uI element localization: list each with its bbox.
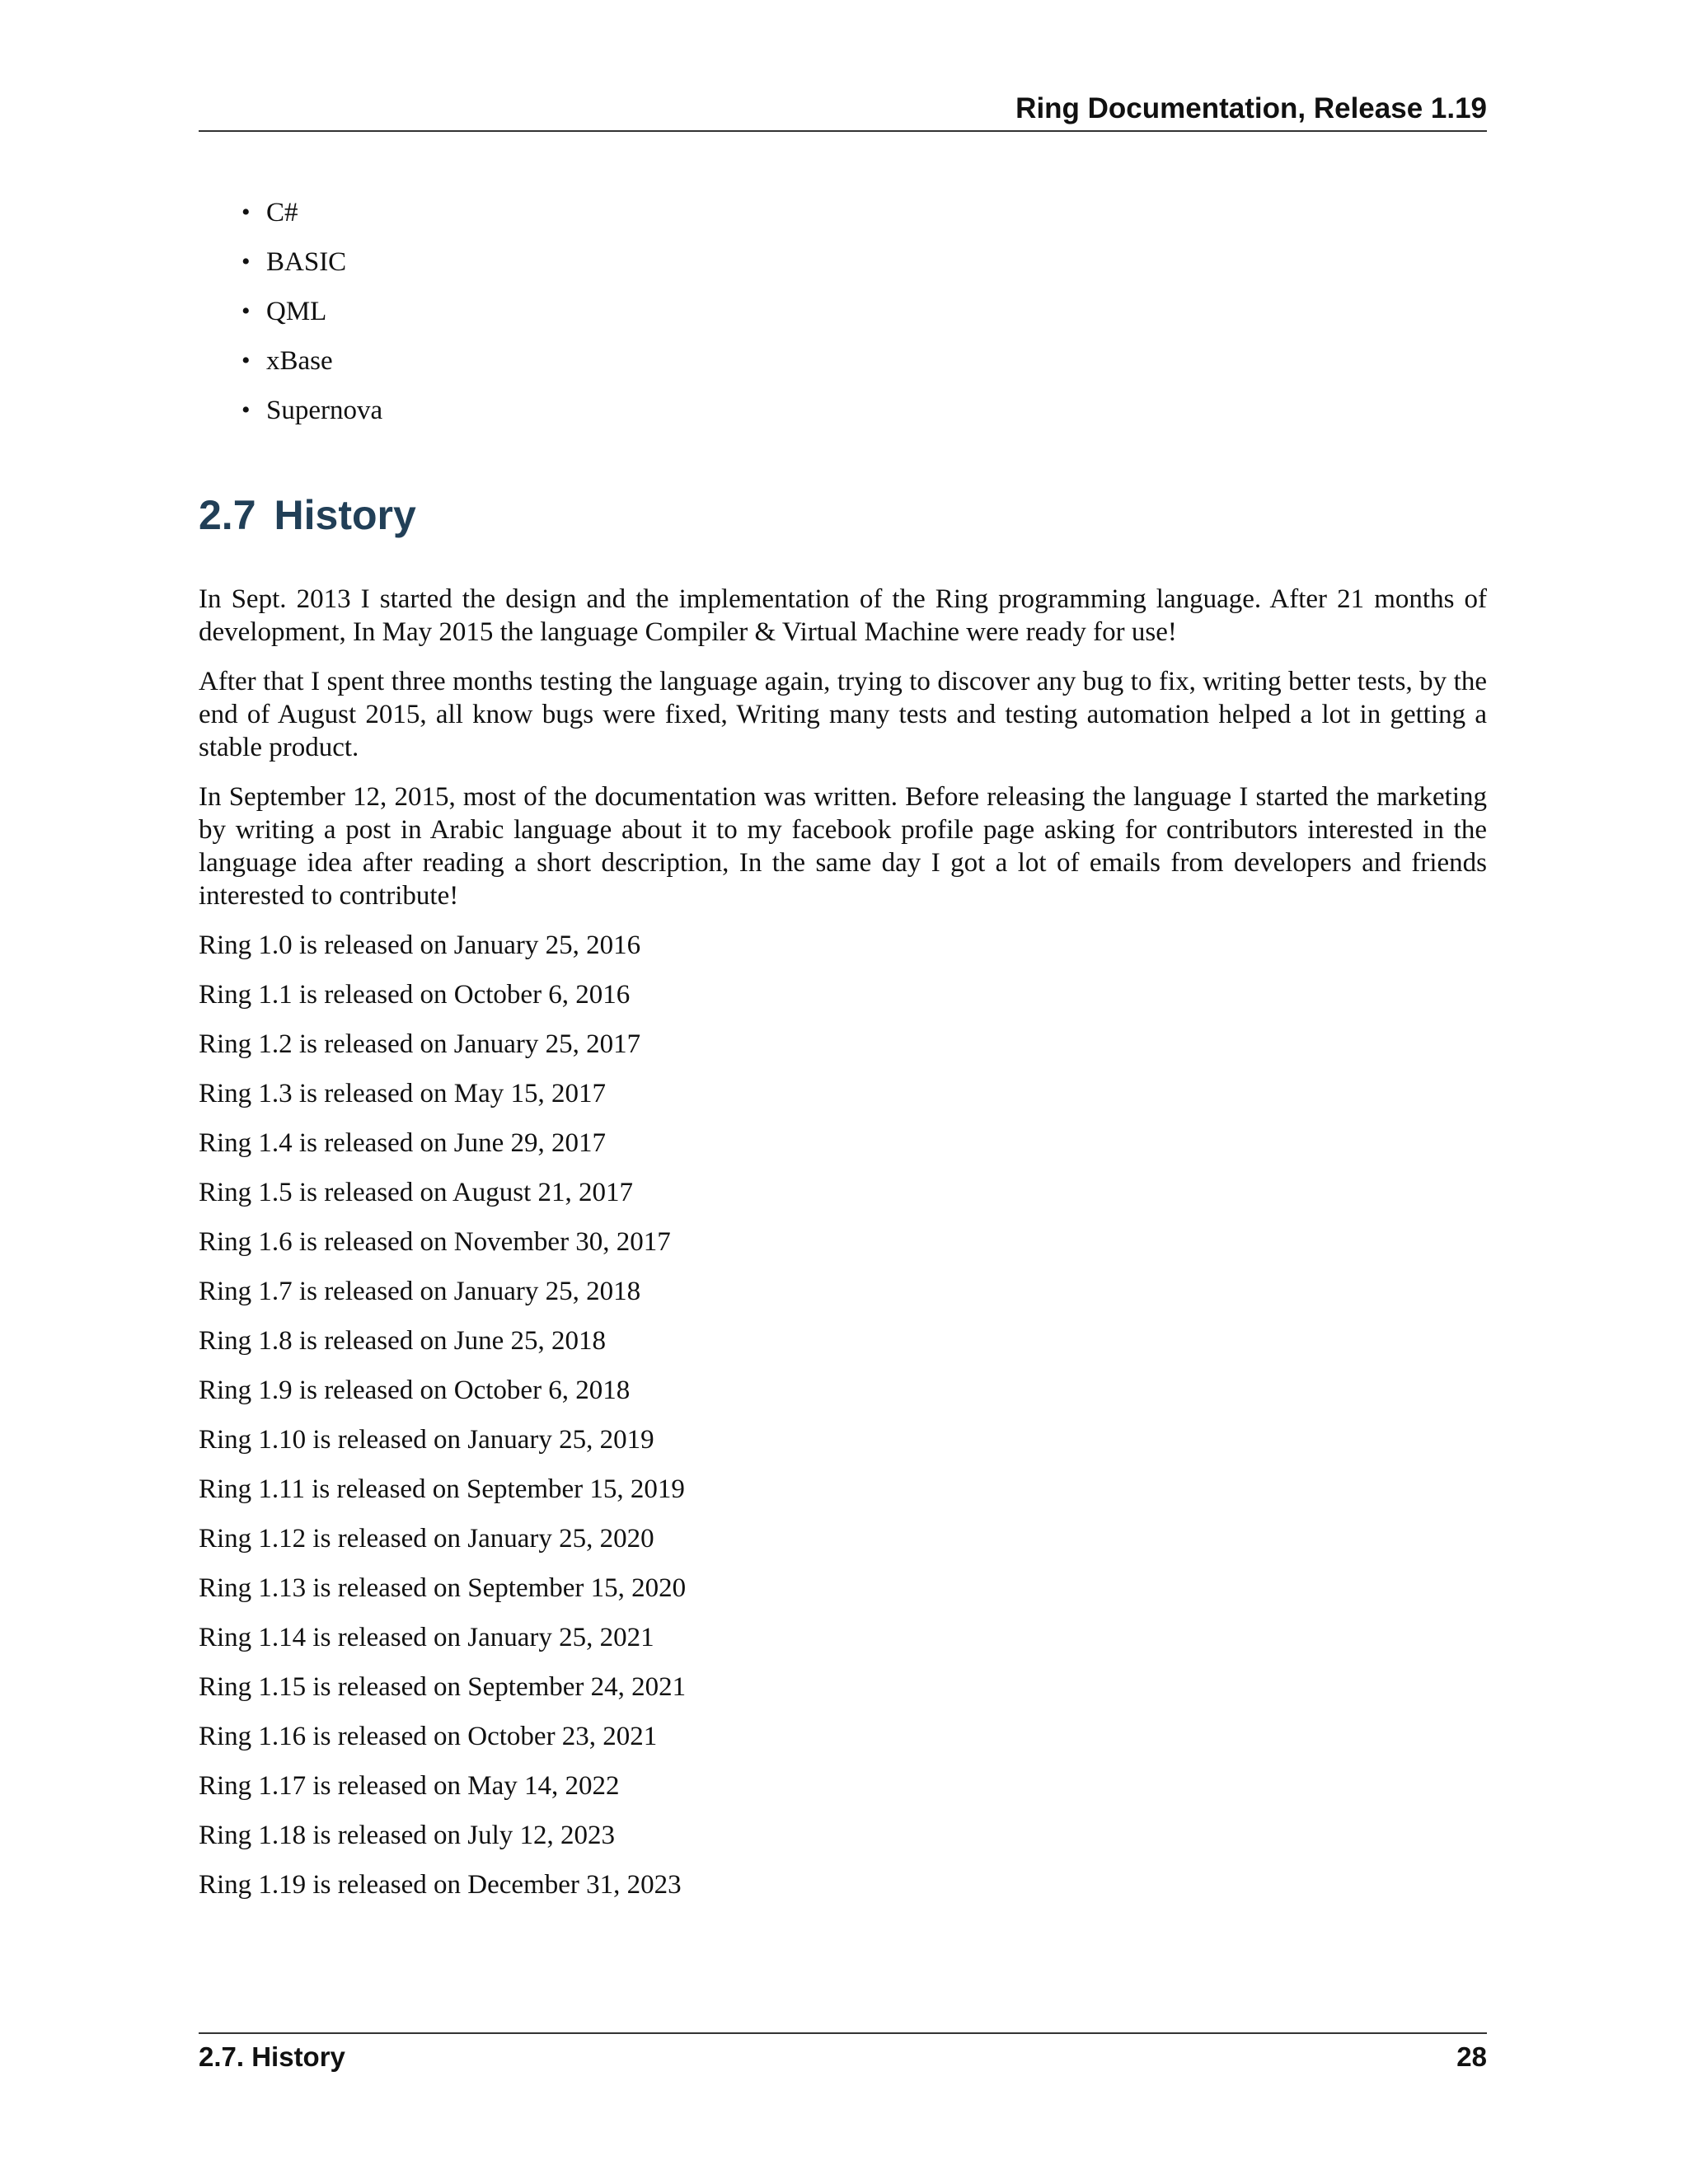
list-item-text: QML <box>266 297 327 326</box>
paragraph: After that I spent three months testing the language again, trying to discover any bug to fix, writing better tests, by the end of August 2015, all know bugs were fixed, Writing many tests and testing automation helped a lot in getting a stable product. <box>199 667 1487 762</box>
running-header <box>199 91 1487 132</box>
bullet-marker: • <box>241 396 251 424</box>
list-item-text: C# <box>266 198 298 227</box>
release-line: Ring 1.6 is released on November 30, 2017 <box>199 1227 671 1257</box>
bullet-marker: • <box>241 248 251 275</box>
release-line: Ring 1.15 is released on September 24, 2021 <box>199 1672 687 1702</box>
release-history-list <box>199 929 1487 1901</box>
list-item <box>199 343 382 379</box>
release-line: Ring 1.7 is released on January 25, 2018 <box>199 1277 641 1306</box>
paragraph: In September 12, 2015, most of the documentation was written. Before releasing the language I started the marketing by writing a post in Arabic language about it to my facebook profile page asking for contributors interested in the language idea after reading a short description, In the same day I got a lot of emails from developers and friends interested to contribute! <box>199 782 1487 911</box>
release-line: Ring 1.0 is released on January 25, 2016 <box>199 930 641 960</box>
release-line: Ring 1.12 is released on January 25, 2020 <box>199 1524 654 1554</box>
section-body <box>199 583 1487 1918</box>
list-item <box>199 392 382 429</box>
section-heading <box>199 486 416 544</box>
list-item <box>199 244 382 280</box>
language-bullet-list <box>199 194 382 442</box>
release-line: Ring 1.16 is released on October 23, 2021 <box>199 1722 658 1751</box>
release-line: Ring 1.19 is released on December 31, 2023 <box>199 1870 682 1900</box>
bullet-marker: • <box>241 298 251 325</box>
list-item-text: xBase <box>266 346 333 376</box>
list-item-text: Supernova <box>266 396 383 425</box>
release-line: Ring 1.5 is released on August 21, 2017 <box>199 1178 634 1207</box>
header-title: Ring Documentation, Release 1.19 <box>1015 92 1487 124</box>
release-line: Ring 1.10 is released on January 25, 2019 <box>199 1425 654 1455</box>
release-line: Ring 1.3 is released on May 15, 2017 <box>199 1079 607 1108</box>
list-item <box>199 194 382 231</box>
footer-section-title: 2.7. History <box>199 2041 345 2072</box>
release-line: Ring 1.17 is released on May 14, 2022 <box>199 1771 620 1801</box>
release-line: Ring 1.4 is released on June 29, 2017 <box>199 1128 607 1158</box>
release-line: Ring 1.13 is released on September 15, 2020 <box>199 1573 687 1603</box>
running-footer <box>199 2032 1487 2083</box>
release-line: Ring 1.14 is released on January 25, 2021 <box>199 1623 654 1652</box>
release-line: Ring 1.9 is released on October 6, 2018 <box>199 1376 631 1405</box>
release-line: Ring 1.1 is released on October 6, 2016 <box>199 980 631 1010</box>
list-item <box>199 293 382 330</box>
release-line: Ring 1.8 is released on June 25, 2018 <box>199 1326 607 1356</box>
paragraph: In Sept. 2013 I started the design and the implementation of the Ring programming language. After 21 months of development, In May 2015 the language Compiler & Virtual Machine were ready for use! <box>199 584 1487 647</box>
section-number: 2.7 <box>199 492 256 538</box>
page-number: 28 <box>1456 2041 1487 2072</box>
release-line: Ring 1.11 is released on September 15, 2019 <box>199 1474 685 1504</box>
bullet-marker: • <box>241 199 251 226</box>
section-title: History <box>274 492 416 538</box>
release-line: Ring 1.18 is released on July 12, 2023 <box>199 1821 616 1850</box>
release-line: Ring 1.2 is released on January 25, 2017 <box>199 1029 641 1059</box>
bullet-marker: • <box>241 347 251 374</box>
list-item-text: BASIC <box>266 247 347 277</box>
